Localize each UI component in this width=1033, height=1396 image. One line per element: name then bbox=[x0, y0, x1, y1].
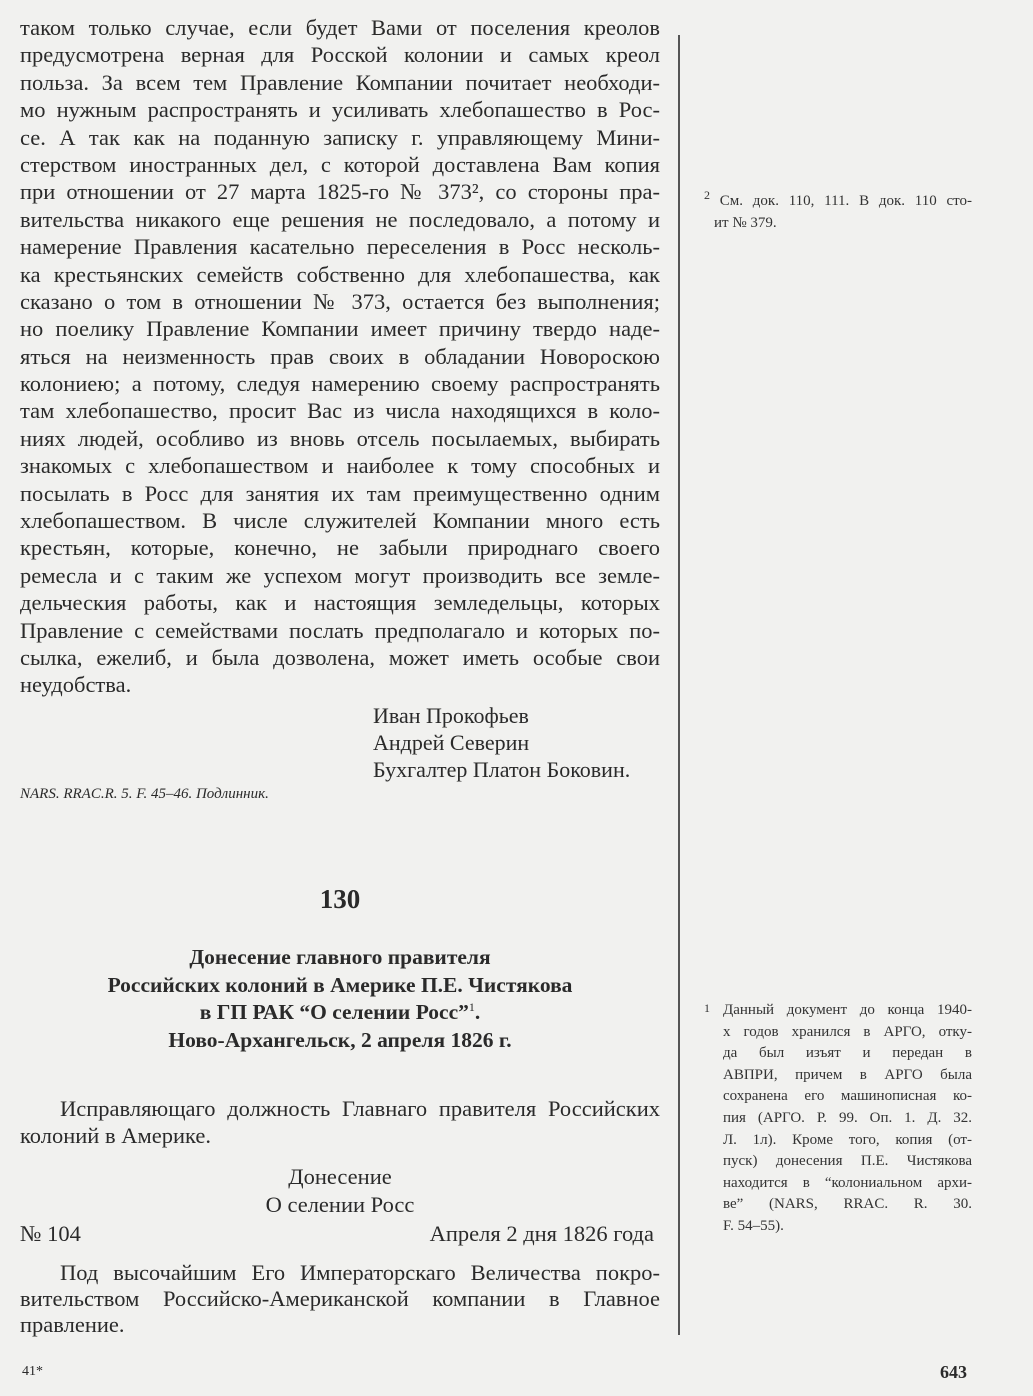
text-line: предусмотрена верная для Росской колонии и самых креол bbox=[20, 42, 660, 68]
footnote-mark: 2 bbox=[704, 188, 710, 202]
ref-date: Апреля 2 дня 1826 года bbox=[429, 1221, 654, 1246]
text-line: вительства никакого еще решения не последовало, а потому и bbox=[20, 206, 660, 232]
footnote-line: пуск) донесения П.Е. Чистякова bbox=[723, 1153, 972, 1170]
footnote-mark: 1 bbox=[704, 1001, 710, 1015]
footnote-line: сохранена его машинописная ко- bbox=[723, 1088, 972, 1105]
title-line: Российских колоний в Америке П.Е. Чистякова bbox=[107, 972, 573, 997]
text-line: се. А так как на поданную записку г. управляющему Мини- bbox=[20, 124, 660, 150]
text-line: знакомых с хлебопашеством и наиболее к тому способных и bbox=[20, 453, 660, 479]
signature: Андрей Северин bbox=[373, 730, 530, 755]
text-line: хлебопашеством. В числе служителей Компании много есть bbox=[20, 508, 660, 534]
footnote-line: пия (АРГО. Р. 99. Оп. 1. Д. 32. bbox=[723, 1109, 972, 1126]
text-line: Под высочайшим Его Императорскаго Величества покро- bbox=[60, 1260, 660, 1285]
text-line: вительством Российско-Американской компании в Главное bbox=[20, 1286, 660, 1311]
text-line: намерение Правления касательно переселения в Росс несколь- bbox=[20, 234, 660, 260]
footnote-line: См. док. 110, 111. В док. 110 сто- bbox=[719, 193, 972, 209]
text-line: яться на неизменность прав своих в обладании Новороскою bbox=[20, 343, 660, 369]
text-line: стерством иностранных дел, с которой доставлена Вам копия bbox=[20, 151, 660, 177]
signature: Иван Прокофьев bbox=[373, 703, 529, 728]
text-line: ка крестьянских семейств собственно для хлебопашества, как bbox=[20, 261, 660, 287]
text-line: колоний в Америке. bbox=[20, 1123, 211, 1149]
footnote-line: да был изъят и передан в bbox=[723, 1045, 972, 1062]
text-line: сказано о том в отношении № 373, остается без выполнения; bbox=[20, 288, 660, 314]
ref-number: № 104 bbox=[20, 1221, 81, 1246]
text-line: посылать в Росс для занятия их там преимущественно одним bbox=[20, 480, 660, 506]
text-line: правление. bbox=[20, 1312, 125, 1337]
signature-mark: 41* bbox=[22, 1364, 43, 1379]
footnote-line: Л. 1л). Кроме того, копия (от- bbox=[723, 1131, 972, 1148]
intro bbox=[20, 1095, 660, 1150]
page-number: 643 bbox=[940, 1362, 967, 1382]
footnote-line: х годов хранился в АРГО, отку- bbox=[723, 1023, 972, 1040]
footnote-2 bbox=[704, 188, 972, 234]
footnote-line: Данный документ до конца 1940- bbox=[723, 1002, 972, 1018]
body-text bbox=[20, 14, 660, 699]
signatures bbox=[373, 702, 630, 783]
archive-source: NARS. RRAC.R. 5. F. 45–46. Подлинник. bbox=[20, 786, 269, 802]
column-divider bbox=[678, 35, 680, 1335]
text-line: колониею; а потому, следуя намерению своему распространять bbox=[20, 371, 660, 397]
text-line: польза. За всем тем Правление Компании почитает необходи- bbox=[20, 69, 660, 95]
text-line: сылка, ежелиб, и была дозволена, может иметь особые свои bbox=[20, 644, 660, 670]
footnote-line: АВПРИ, причем в АРГО была bbox=[723, 1066, 972, 1083]
title-line: в ГП РАК “О селении Росс” bbox=[199, 1000, 469, 1024]
text-line: но поелику Правление Компании имеет причину твердо наде- bbox=[20, 316, 660, 342]
document-number: 130 bbox=[319, 884, 361, 914]
title-line: Донесение главного правителя bbox=[189, 945, 491, 969]
title-period: . bbox=[474, 1000, 481, 1024]
text-line: ниях людей, особливо из вновь отсель посылаемых, выбирать bbox=[20, 425, 660, 451]
text-line: ремесла и с таким же успехом могут производить все земле- bbox=[20, 562, 660, 588]
document-title bbox=[20, 944, 660, 1054]
footnote-line: F. 54–55). bbox=[723, 1217, 784, 1234]
text-line: при отношении от 27 марта 1825-го № 373², со стороны пра- bbox=[20, 179, 660, 205]
footnote-line: ит № 379. bbox=[714, 214, 777, 231]
footnote-line: ве” (NARS, RRAC. R. 30. bbox=[723, 1196, 972, 1213]
footnote-line: находится в “колониальном архи- bbox=[723, 1174, 972, 1191]
paragraph bbox=[20, 1260, 660, 1338]
text-line: таком только случае, если будет Вами от поселения креолов bbox=[20, 15, 660, 40]
heading-subject: О селении Росс bbox=[265, 1192, 415, 1217]
text-line: Правление с семействами послать предполагало и которых по- bbox=[20, 617, 660, 643]
title-line: Ново-Архангельск, 2 апреля 1826 г. bbox=[168, 1027, 512, 1052]
heading bbox=[20, 1163, 660, 1219]
footnote-ref: 1 bbox=[468, 999, 475, 1014]
heading-donesenie: Донесение bbox=[288, 1164, 392, 1189]
text-line: мо нужным распространять и усиливать хлебопашество в Рос- bbox=[20, 97, 660, 123]
text-line: крестьян, которые, конечно, не забыли природнаго своего bbox=[20, 535, 660, 561]
text-line: дельческия работы, как и настоящия земледельцы, которых bbox=[20, 590, 660, 616]
signature: Бухгалтер Платон Боковин. bbox=[373, 757, 631, 782]
text-line: там хлебопашество, просит Вас из числа находящихся в коло- bbox=[20, 398, 660, 424]
text-line: неудобства. bbox=[20, 672, 132, 698]
reference-line bbox=[20, 1220, 660, 1248]
text-line: Исправляющаго должность Главнаго правителя Российских bbox=[60, 1096, 660, 1121]
footnote-1 bbox=[704, 1000, 972, 1238]
